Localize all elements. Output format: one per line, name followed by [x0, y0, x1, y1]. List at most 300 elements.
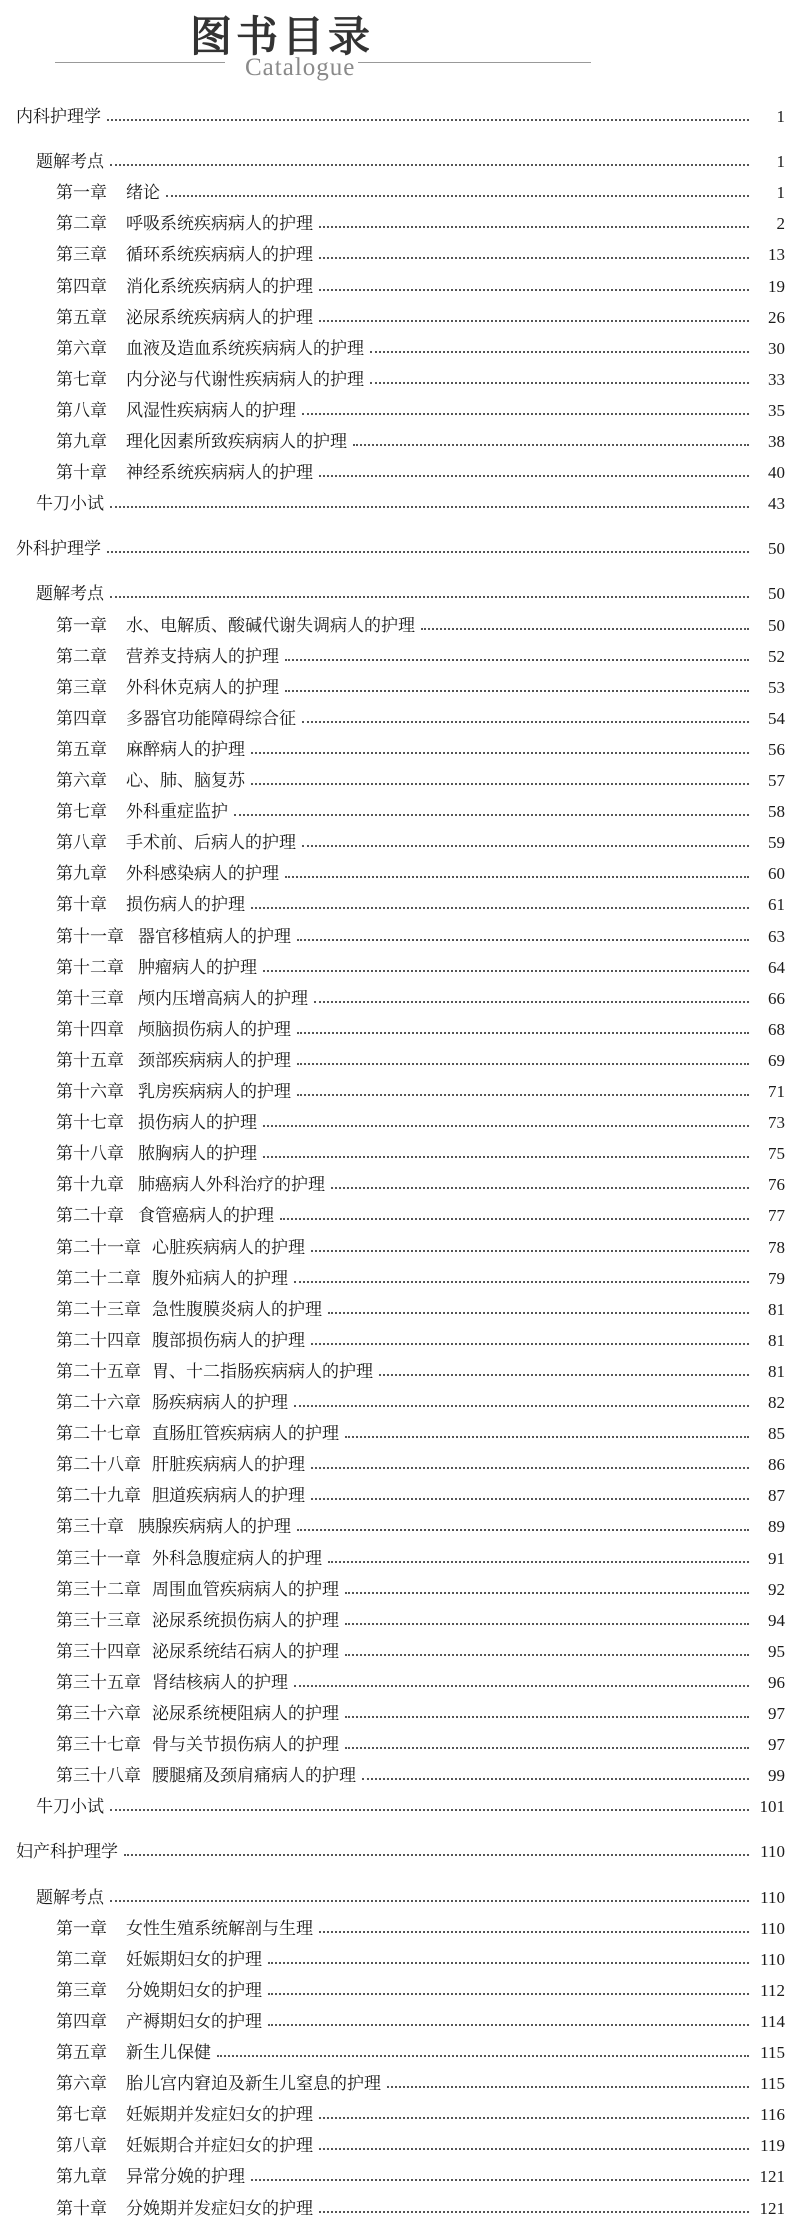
chapter-number: 第七章 — [56, 802, 107, 823]
toc-entry-chapter[interactable] — [0, 1638, 800, 1662]
page-number: 52 — [768, 646, 785, 666]
dot-leader — [345, 1715, 749, 1718]
dot-leader — [166, 194, 749, 197]
chapter-number: 第三十章 — [56, 1517, 124, 1538]
page-number: 71 — [768, 1082, 785, 1101]
toc-entry-chapter[interactable] — [0, 891, 800, 915]
dot-leader — [263, 1155, 749, 1158]
dot-leader — [370, 350, 749, 353]
page-number: 87 — [768, 1486, 785, 1506]
group-label: 题解考点 — [36, 584, 104, 605]
toc-entry-chapter[interactable] — [0, 1513, 800, 1537]
dot-leader — [319, 1930, 749, 1933]
page-number: 35 — [768, 400, 785, 420]
toc-entry-chapter[interactable] — [0, 459, 800, 483]
toc-entry-chapter[interactable] — [0, 2039, 800, 2063]
dot-leader — [217, 2054, 749, 2057]
toc-entry-chapter[interactable] — [0, 612, 800, 636]
chapter-title: 消化系统疾病病人的护理 — [126, 276, 313, 297]
toc-entry-chapter[interactable] — [0, 179, 800, 203]
toc-entry-part[interactable] — [0, 535, 800, 559]
chapter-title: 妊娠期妇女的护理 — [126, 1949, 262, 1970]
page-number: 79 — [768, 1268, 785, 1288]
header-divider-right — [358, 62, 591, 63]
chapter-title: 分娩期并发症妇女的护理 — [126, 2198, 313, 2219]
chapter-number: 第四章 — [56, 708, 107, 729]
dot-leader — [297, 1093, 749, 1096]
page-number: 110 — [760, 1949, 785, 1969]
page-number: 40 — [768, 463, 785, 483]
toc-entry-group[interactable] — [0, 1793, 800, 1817]
dot-leader — [379, 1373, 749, 1376]
dot-leader — [345, 1653, 749, 1656]
chapter-number: 第二十七章 — [56, 1424, 141, 1445]
chapter-title: 绪论 — [126, 183, 160, 204]
toc-entry-chapter[interactable] — [0, 1327, 800, 1351]
chapter-number: 第十章 — [56, 463, 107, 484]
toc-entry-chapter[interactable] — [0, 1171, 800, 1195]
dot-leader — [345, 1622, 749, 1625]
toc-entry-part[interactable] — [0, 1838, 800, 1862]
page-number: 56 — [768, 739, 785, 759]
page-number: 57 — [768, 771, 785, 790]
chapter-number: 第二十六章 — [56, 1393, 141, 1413]
toc-entry-chapter[interactable] — [0, 1700, 800, 1724]
page-number: 64 — [768, 957, 785, 977]
dot-leader — [353, 443, 749, 446]
toc-entry-part[interactable] — [0, 103, 800, 127]
dot-leader — [268, 1992, 749, 1995]
page-number: 13 — [768, 245, 785, 265]
dot-leader — [280, 1217, 749, 1220]
dot-leader — [319, 256, 749, 259]
dot-leader — [251, 782, 749, 785]
dot-leader — [294, 1404, 749, 1407]
dot-leader — [314, 1000, 749, 1003]
chapter-title: 肝脏疾病病人的护理 — [152, 1455, 305, 1476]
chapter-number: 第九章 — [56, 432, 107, 452]
page-number: 110 — [760, 1842, 785, 1862]
page-number: 2 — [776, 214, 785, 234]
dot-leader — [251, 751, 749, 754]
page-number: 50 — [768, 615, 785, 635]
page-number: 33 — [768, 369, 785, 389]
page-number: 54 — [768, 708, 785, 728]
page-number: 101 — [759, 1797, 785, 1817]
chapter-number: 第三十四章 — [56, 1641, 141, 1662]
toc-entry-chapter[interactable] — [0, 428, 800, 452]
toc-entry-chapter[interactable] — [0, 2163, 800, 2187]
chapter-title: 血液及造血系统疾病病人的护理 — [126, 338, 364, 359]
toc-entry-chapter[interactable] — [0, 1358, 800, 1382]
chapter-title: 泌尿系统损伤病人的护理 — [152, 1610, 339, 1631]
dot-leader — [251, 2178, 749, 2181]
toc-entry-chapter[interactable] — [0, 273, 800, 297]
dot-leader — [328, 1560, 749, 1563]
chapter-title: 急性腹膜炎病人的护理 — [152, 1299, 322, 1320]
chapter-number: 第二章 — [56, 214, 107, 235]
page-number: 1 — [776, 183, 785, 203]
page-number: 38 — [768, 432, 785, 451]
toc-entry-chapter[interactable] — [0, 860, 800, 884]
page-number: 81 — [768, 1361, 785, 1381]
chapter-title: 外科感染病人的护理 — [126, 864, 279, 885]
chapter-title: 乳房疾病病人的护理 — [138, 1082, 291, 1102]
part-title: 妇产科护理学 — [16, 1842, 118, 1863]
toc-entry-chapter[interactable] — [0, 2101, 800, 2125]
dot-leader — [297, 1031, 749, 1034]
page-number: 63 — [768, 926, 785, 946]
page-number: 94 — [768, 1610, 785, 1630]
chapter-title: 颈部疾病病人的护理 — [138, 1050, 291, 1071]
chapter-number: 第二十九章 — [56, 1486, 141, 1507]
chapter-number: 第二十一章 — [56, 1237, 141, 1258]
toc-entry-chapter[interactable] — [0, 210, 800, 234]
dot-leader — [319, 288, 749, 291]
toc-entry-chapter[interactable] — [0, 2132, 800, 2156]
chapter-title: 手术前、后病人的护理 — [126, 833, 296, 854]
dot-leader — [110, 1808, 749, 1811]
chapter-number: 第二章 — [56, 646, 107, 667]
toc-entry-chapter[interactable] — [0, 397, 800, 421]
toc-entry-chapter[interactable] — [0, 1016, 800, 1040]
chapter-title: 呼吸系统疾病病人的护理 — [126, 214, 313, 235]
chapter-title: 泌尿系统梗阻病人的护理 — [152, 1704, 339, 1724]
chapter-title: 外科重症监护 — [126, 802, 228, 823]
chapter-title: 妊娠期合并症妇女的护理 — [126, 2136, 313, 2157]
toc-entry-chapter[interactable] — [0, 1202, 800, 1226]
chapter-title: 风湿性疾病病人的护理 — [126, 400, 296, 421]
toc-entry-chapter[interactable] — [0, 829, 800, 853]
part-title: 内科护理学 — [16, 107, 101, 127]
toc-entry-chapter[interactable] — [0, 1140, 800, 1164]
dot-leader — [319, 319, 749, 322]
page-number: 81 — [768, 1330, 785, 1350]
toc-entry-chapter[interactable] — [0, 674, 800, 698]
toc-entry-chapter[interactable] — [0, 304, 800, 328]
chapter-title: 胎儿宫内窘迫及新生儿窒息的护理 — [126, 2074, 381, 2095]
dot-leader — [268, 1961, 749, 1964]
dot-leader — [319, 2116, 749, 2119]
page-number: 58 — [768, 802, 785, 822]
toc-entry-chapter[interactable] — [0, 1265, 800, 1289]
chapter-title: 骨与关节损伤病人的护理 — [152, 1735, 339, 1756]
chapter-title: 女性生殖系统解剖与生理 — [126, 1918, 313, 1939]
page-number: 68 — [768, 1019, 785, 1039]
chapter-number: 第三章 — [56, 1980, 107, 2001]
dot-leader — [268, 2023, 749, 2026]
chapter-number: 第一章 — [56, 615, 107, 636]
chapter-title: 妊娠期并发症妇女的护理 — [126, 2105, 313, 2126]
chapter-number: 第三十六章 — [56, 1704, 141, 1724]
page-number: 50 — [768, 539, 785, 559]
chapter-title: 异常分娩的护理 — [126, 2167, 245, 2188]
toc-entry-chapter[interactable] — [0, 335, 800, 359]
chapter-number: 第三十一章 — [56, 1548, 141, 1569]
chapter-number: 第十五章 — [56, 1050, 124, 1071]
toc-entry-chapter[interactable] — [0, 1078, 800, 1102]
group-label: 题解考点 — [36, 152, 104, 173]
toc-entry-chapter[interactable] — [0, 1296, 800, 1320]
dot-leader — [421, 627, 749, 630]
chapter-title: 颅内压增高病人的护理 — [138, 988, 308, 1009]
dot-leader — [345, 1746, 749, 1749]
chapter-number: 第九章 — [56, 864, 107, 885]
chapter-title: 胃、十二指肠疾病病人的护理 — [152, 1361, 373, 1382]
dot-leader — [370, 381, 749, 384]
dot-leader — [302, 720, 749, 723]
toc-entry-chapter[interactable] — [0, 1482, 800, 1506]
chapter-number: 第十章 — [56, 895, 107, 916]
page-number: 66 — [768, 988, 785, 1008]
dot-leader — [110, 163, 749, 166]
page-number: 77 — [768, 1206, 785, 1226]
page-number: 1 — [776, 107, 785, 126]
dot-leader — [302, 412, 749, 415]
toc-entry-chapter[interactable] — [0, 1915, 800, 1939]
chapter-number: 第二十二章 — [56, 1268, 141, 1289]
header-divider-left — [55, 62, 225, 63]
page-number: 119 — [760, 2136, 785, 2156]
chapter-title: 损伤病人的护理 — [138, 1113, 257, 1134]
chapter-title: 脓胸病人的护理 — [138, 1144, 257, 1165]
page-number: 59 — [768, 833, 785, 853]
page-number: 121 — [759, 2167, 785, 2187]
group-label: 牛刀小试 — [36, 1797, 104, 1818]
chapter-number: 第十二章 — [56, 957, 124, 978]
page-number: 112 — [760, 1980, 785, 2000]
toc-entry-chapter[interactable] — [0, 923, 800, 947]
dot-leader — [345, 1591, 749, 1594]
chapter-title: 心脏疾病病人的护理 — [152, 1237, 305, 1258]
toc-entry-chapter[interactable] — [0, 241, 800, 265]
dot-leader — [294, 1280, 749, 1283]
chapter-title: 腹部损伤病人的护理 — [152, 1330, 305, 1351]
chapter-number: 第十六章 — [56, 1082, 124, 1102]
page-number: 78 — [768, 1237, 785, 1257]
page-number: 50 — [768, 584, 785, 604]
chapter-title: 水、电解质、酸碱代谢失调病人的护理 — [126, 615, 415, 636]
chapter-number: 第二十四章 — [56, 1330, 141, 1351]
dot-leader — [297, 938, 749, 941]
toc-entry-chapter[interactable] — [0, 1389, 800, 1413]
chapter-title: 理化因素所致疾病病人的护理 — [126, 432, 347, 452]
toc-entry-chapter[interactable] — [0, 1607, 800, 1631]
page-title: 图书目录 — [190, 12, 375, 61]
page-number: 81 — [768, 1299, 785, 1319]
toc-entry-group[interactable] — [0, 148, 800, 172]
chapter-title: 颅脑损伤病人的护理 — [138, 1019, 291, 1040]
dot-leader — [285, 875, 749, 878]
chapter-title: 外科急腹症病人的护理 — [152, 1548, 322, 1569]
chapter-number: 第六章 — [56, 771, 107, 791]
page-number: 86 — [768, 1455, 785, 1475]
chapter-number: 第十九章 — [56, 1175, 124, 1196]
page-number: 96 — [768, 1672, 785, 1692]
chapter-number: 第四章 — [56, 276, 107, 297]
chapter-number: 第二十八章 — [56, 1455, 141, 1476]
chapter-number: 第一章 — [56, 183, 107, 204]
toc-entry-group[interactable] — [0, 1884, 800, 1908]
toc-entry-chapter[interactable] — [0, 1545, 800, 1569]
page-number: 95 — [768, 1641, 785, 1661]
toc-entry-chapter[interactable] — [0, 1669, 800, 1693]
chapter-title: 腹外疝病人的护理 — [152, 1268, 288, 1289]
toc-entry-chapter[interactable] — [0, 767, 800, 791]
toc-entry-chapter[interactable] — [0, 1109, 800, 1133]
chapter-title: 麻醉病人的护理 — [126, 739, 245, 760]
dot-leader — [263, 969, 749, 972]
dot-leader — [251, 906, 749, 909]
chapter-number: 第十八章 — [56, 1144, 124, 1165]
chapter-number: 第八章 — [56, 400, 107, 421]
toc-entry-chapter[interactable] — [0, 985, 800, 1009]
chapter-number: 第七章 — [56, 369, 107, 390]
chapter-number: 第三十五章 — [56, 1672, 141, 1693]
chapter-title: 周围血管疾病病人的护理 — [152, 1579, 339, 1600]
dot-leader — [387, 2085, 749, 2088]
chapter-number: 第五章 — [56, 739, 107, 760]
chapter-title: 泌尿系统疾病病人的护理 — [126, 307, 313, 328]
chapter-number: 第十四章 — [56, 1019, 124, 1040]
chapter-number: 第六章 — [56, 2074, 107, 2095]
chapter-title: 神经系统疾病病人的护理 — [126, 463, 313, 484]
chapter-number: 第二十章 — [56, 1206, 124, 1227]
chapter-number: 第八章 — [56, 833, 107, 854]
chapter-title: 产褥期妇女的护理 — [126, 2011, 262, 2032]
toc-entry-group[interactable] — [0, 490, 800, 514]
toc-entry-chapter[interactable] — [0, 1977, 800, 2001]
chapter-number: 第八章 — [56, 2136, 107, 2157]
chapter-number: 第三十八章 — [56, 1766, 141, 1787]
page-number: 99 — [768, 1766, 785, 1786]
chapter-number: 第二章 — [56, 1949, 107, 1970]
dot-leader — [345, 1435, 749, 1438]
page-number: 116 — [760, 2105, 785, 2125]
page-number: 19 — [768, 276, 785, 296]
dot-leader — [110, 1899, 749, 1902]
page-number: 85 — [768, 1424, 785, 1444]
dot-leader — [319, 474, 749, 477]
toc-entry-chapter[interactable] — [0, 1576, 800, 1600]
chapter-title: 肺癌病人外科治疗的护理 — [138, 1175, 325, 1196]
toc-entry-chapter[interactable] — [0, 1451, 800, 1475]
toc-entry-chapter[interactable] — [0, 798, 800, 822]
chapter-title: 循环系统疾病病人的护理 — [126, 245, 313, 266]
toc-entry-chapter[interactable] — [0, 2008, 800, 2032]
chapter-title: 内分泌与代谢性疾病病人的护理 — [126, 369, 364, 390]
dot-leader — [311, 1342, 749, 1345]
toc-entry-chapter[interactable] — [0, 1047, 800, 1071]
page-number: 76 — [768, 1175, 785, 1195]
page-number: 75 — [768, 1144, 785, 1164]
toc-entry-chapter[interactable] — [0, 366, 800, 390]
toc-entry-chapter[interactable] — [0, 1762, 800, 1786]
toc-entry-chapter[interactable] — [0, 2070, 800, 2094]
chapter-title: 泌尿系统结石病人的护理 — [152, 1641, 339, 1662]
dot-leader — [297, 1528, 749, 1531]
toc-entry-chapter[interactable] — [0, 643, 800, 667]
dot-leader — [107, 550, 749, 553]
dot-leader — [107, 118, 749, 121]
chapter-number: 第六章 — [56, 338, 107, 359]
dot-leader — [302, 844, 749, 847]
page-number: 110 — [760, 1918, 785, 1938]
chapter-number: 第三十三章 — [56, 1610, 141, 1631]
group-label: 牛刀小试 — [36, 494, 104, 515]
chapter-number: 第十一章 — [56, 926, 124, 947]
group-label: 题解考点 — [36, 1887, 104, 1908]
page-number: 43 — [768, 494, 785, 514]
page-number: 110 — [760, 1887, 785, 1907]
dot-leader — [319, 2147, 749, 2150]
page-number: 115 — [760, 2074, 785, 2094]
page-number: 89 — [768, 1517, 785, 1537]
chapter-number: 第二十五章 — [56, 1361, 141, 1382]
toc-entry-chapter[interactable] — [0, 1420, 800, 1444]
dot-leader — [311, 1249, 749, 1252]
page-number: 114 — [760, 2011, 785, 2031]
page-number: 115 — [760, 2043, 785, 2062]
chapter-number: 第四章 — [56, 2011, 107, 2032]
toc-entry-chapter[interactable] — [0, 1946, 800, 1970]
dot-leader — [110, 595, 749, 598]
dot-leader — [297, 1062, 749, 1065]
chapter-number: 第三十七章 — [56, 1735, 141, 1756]
page-number: 91 — [768, 1548, 785, 1568]
page-subtitle: Catalogue — [245, 54, 356, 81]
toc-entry-chapter[interactable] — [0, 954, 800, 978]
chapter-title: 营养支持病人的护理 — [126, 646, 279, 667]
chapter-title: 胆道疾病病人的护理 — [152, 1486, 305, 1507]
dot-leader — [362, 1777, 749, 1780]
page-number: 30 — [768, 338, 785, 358]
chapter-title: 直肠肛管疾病病人的护理 — [152, 1424, 339, 1445]
page-number: 26 — [768, 307, 785, 327]
toc-entry-group[interactable] — [0, 580, 800, 604]
chapter-number: 第三十二章 — [56, 1579, 141, 1600]
dot-leader — [285, 689, 749, 692]
chapter-number: 第二十三章 — [56, 1299, 141, 1320]
dot-leader — [285, 658, 749, 661]
page-number: 97 — [768, 1704, 785, 1723]
dot-leader — [110, 505, 749, 508]
page-number: 73 — [768, 1113, 785, 1133]
chapter-title: 肿瘤病人的护理 — [138, 957, 257, 978]
page-number: 69 — [768, 1050, 785, 1070]
toc-entry-chapter[interactable] — [0, 736, 800, 760]
chapter-title: 外科休克病人的护理 — [126, 677, 279, 698]
toc-entry-chapter[interactable] — [0, 1234, 800, 1258]
dot-leader — [311, 1466, 749, 1469]
catalogue-header — [0, 0, 800, 100]
chapter-number: 第十七章 — [56, 1113, 124, 1134]
page-number: 97 — [768, 1735, 785, 1755]
chapter-title: 新生儿保健 — [126, 2043, 211, 2063]
chapter-title: 损伤病人的护理 — [126, 895, 245, 916]
dot-leader — [328, 1311, 749, 1314]
chapter-title: 分娩期妇女的护理 — [126, 1980, 262, 2001]
chapter-title: 肠疾病病人的护理 — [152, 1393, 288, 1413]
toc-entry-chapter[interactable] — [0, 1731, 800, 1755]
chapter-number: 第九章 — [56, 2167, 107, 2188]
chapter-title: 肾结核病人的护理 — [152, 1672, 288, 1693]
dot-leader — [331, 1186, 749, 1189]
chapter-title: 心、肺、脑复苏 — [126, 771, 245, 791]
toc-entry-chapter[interactable] — [0, 705, 800, 729]
page-number: 1 — [776, 152, 785, 172]
page-number: 82 — [768, 1393, 785, 1412]
